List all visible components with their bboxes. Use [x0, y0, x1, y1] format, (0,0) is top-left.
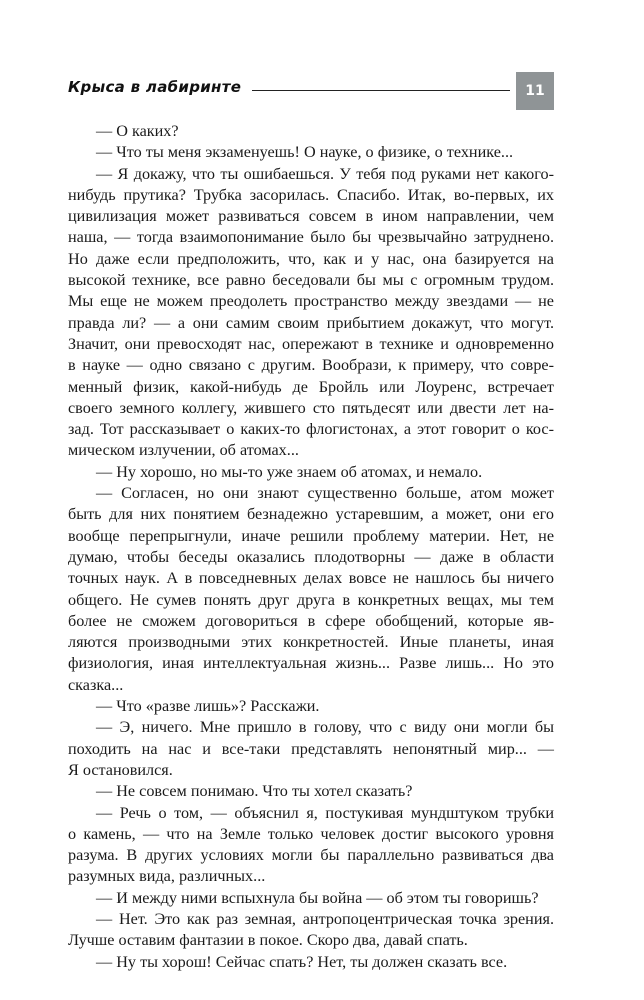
- text-line: общего. Не сумев понять друг друга в конкретных вещах, мы тем: [68, 590, 554, 609]
- text-line: точных наук. А в повседневных делах вовсе не нашлось бы ничего: [68, 569, 554, 588]
- text-line: более не сможем договориться в сфере обобщений, которые яв-: [68, 611, 554, 630]
- text-line: разумных вида, различных...: [68, 867, 266, 886]
- body-text: [68, 121, 554, 973]
- text-line: высокой технике, все равно беседовали бы мы с огромным трудом.: [68, 271, 554, 290]
- text-line: нибудь прутика? Трубка засорилась. Спасибо. Итак, во-первых, их: [68, 185, 554, 204]
- text-line: — И между ними вспыхнула бы война — об этом ты говоришь?: [96, 888, 539, 907]
- running-title: Крыса в лабиринте: [68, 78, 242, 96]
- text-line: вообще перепрыгнули, иначе решили проблему материи. Нет, не: [68, 526, 554, 545]
- text-line: физиология, иная интеллектуальная жизнь... Разве лишь... Но это: [68, 654, 554, 673]
- page-number-badge: [516, 72, 554, 110]
- text-line: Мы еще не можем преодолеть пространство между звездами — не: [68, 292, 554, 311]
- text-line: — Что «разве лишь»? Расскажи.: [96, 697, 320, 716]
- text-line: — Речь о том, — объяснил я, постукивая мундштуком трубки: [96, 803, 554, 822]
- text-line: думаю, чтобы беседы оказались плодотворны — даже в области: [68, 547, 554, 566]
- text-line: — Ну ты хорош! Сейчас спать? Нет, ты должен сказать все.: [96, 952, 508, 971]
- text-line: мическом излучении, об атомах...: [68, 441, 299, 460]
- text-line: своего земного коллегу, жившего сто пятьдесят или двести лет на-: [68, 398, 554, 417]
- header-rule: [252, 90, 510, 91]
- text-line: Значит, они превосходят нас, опережают в технике и одновременно: [68, 334, 554, 353]
- text-line: — Не совсем понимаю. Что ты хотел сказать?: [96, 782, 413, 801]
- text-line: — Нет. Это как раз земная, антропоцентрическая точка зрения.: [96, 909, 554, 928]
- text-line: сказка...: [68, 675, 124, 694]
- text-line: походить на нас и все-таки представлять непонятный мир... —: [68, 739, 554, 758]
- text-line: быть для них понятием безнадежно устаревшим, а может, они его: [68, 505, 554, 524]
- text-line: Но даже если предположить, что, как и у нас, она базируется на: [68, 249, 554, 268]
- text-line: наша, — тогда взаимопонимание было бы чрезвычайно затруднено.: [68, 228, 554, 247]
- page-header: [68, 72, 554, 110]
- text-line: зад. Тот рассказывает о каких-то флогистонах, а этот говорит о кос-: [68, 420, 554, 439]
- text-line: менный физик, какой-нибудь де Бройль или Лоуренс, встречает: [68, 377, 554, 396]
- text-line: разума. В других условиях могли бы параллельно развиваться два: [68, 846, 554, 865]
- text-line: — Что ты меня экзаменуешь! О науке, о физике, о технике...: [96, 143, 514, 162]
- page-number: 11: [525, 83, 545, 99]
- text-line: — Я докажу, что ты ошибаешься. У тебя под руками нет какого-: [96, 164, 554, 183]
- text-line: Лучше оставим фантазии в покое. Скоро два, давай спать.: [68, 931, 468, 950]
- text-line: о камень, — что на Земле только человек достиг высокого уровня: [68, 824, 554, 843]
- text-line: правда ли? — а они самим своим прибытием докажут, что могут.: [68, 313, 554, 332]
- text-line: — Ну хорошо, но мы-то уже знаем об атомах, и немало.: [96, 462, 483, 481]
- text-line: ляются производными этих конкретностей. Иные планеты, иная: [68, 633, 554, 652]
- text-line: в науке — одно связано с другим. Вообрази, к примеру, что совре-: [68, 356, 554, 375]
- text-line: — Согласен, но они знают существенно больше, атом может: [96, 484, 554, 503]
- text-line: — О каких?: [96, 122, 179, 140]
- text-line: цивилизация может развиваться совсем в ином направлении, чем: [68, 207, 554, 226]
- text-line: Я остановился.: [68, 760, 173, 779]
- text-line: — Э, ничего. Мне пришло в голову, что с виду они могли бы: [96, 718, 554, 737]
